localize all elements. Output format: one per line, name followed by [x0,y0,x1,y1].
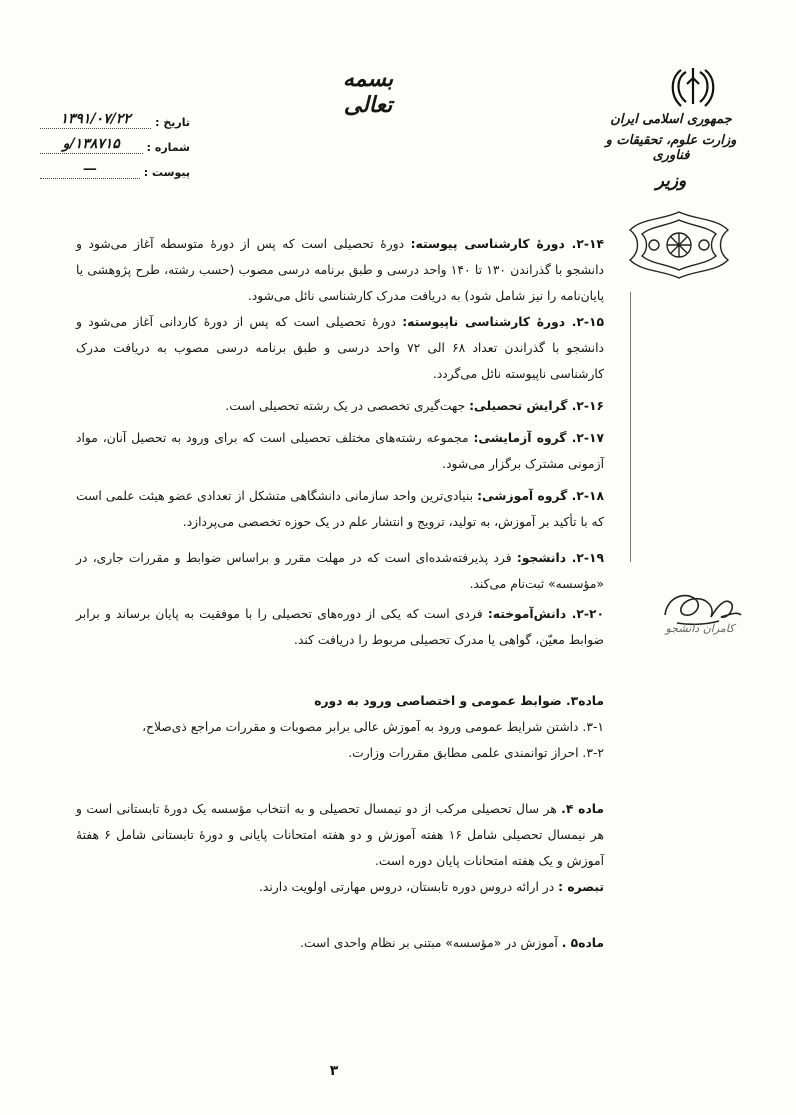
definition-term: ۲-۱۶. گرایش تحصیلی: [469,399,604,413]
ministry-header [586,112,756,191]
date-row [40,104,190,129]
definition-item [76,231,604,309]
definition-item [76,309,604,387]
article-4-body [76,796,604,874]
definition-text: دورهٔ تحصیلی است که پس از دورهٔ کاردانی آغاز می‌شود و دانشجو با گذراندن تعداد ۶۸ الی ۷۲ واحد درسی و طبق برنامه درسی مصوب به دریافت مدرک کارشناسی ناپیوسته نائل می‌گردد. [76,315,605,381]
org-line-country: جمهوری اسلامی ایران [610,112,732,127]
attachment-label: پیوست : [143,166,190,179]
definition-term: ۲-۱۹. دانشجو: [516,551,605,565]
letter-meta [40,104,190,179]
definition-item [76,483,604,535]
date-label: تاریخ : [155,116,190,129]
article-4-note [76,874,604,900]
attachment-value: — [40,161,140,179]
iran-emblem-icon [668,64,718,110]
definition-term: ۲-۱۷. گروه آزمایشی: [473,431,604,445]
signatory-name: کامران دانشجو [665,622,735,635]
article-4-text: هر سال تحصیلی مرکب از دو نیمسال تحصیلی و به انتخاب مؤسسه یک دورهٔ تابستانی است و هر نیمسال تحصیلی شامل ۱۶ هفته آموزش و دو هفته امتحانات پایانی و دورهٔ تابستانی شامل ۶ هفتهٔ آموزش و یک هفته امتحانات پایان دوره است. [76,802,604,868]
article-5-text: آموزش در «مؤسسه» مبتنی بر نظام واحدی است. [300,936,558,950]
org-line-minister: وزیر [655,171,687,191]
ornament-icon [626,210,732,280]
article-5 [76,930,604,956]
definition-text: مجموعه رشته‌های مختلف تحصیلی است که برای ورود به تحصیل آنان، مواد آزمونی مشترک برگزار می‌شود. [76,431,604,471]
article-5-title: ماده۵ . [561,936,604,950]
org-line-ministry: وزارت علوم، تحقیقات و فناوری [605,133,737,163]
definition-text: بنیادی‌ترین واحد سازمانی دانشگاهی متشکل از تعدادی عضو هیئت علمی است که با تأکید بر آموزش، به تولید، ترویج و انتشار علم در یک حوزه تخصصی می‌پردازد. [76,489,604,529]
definition-term: ۲-۱۸. گروه آموزشی: [477,489,604,503]
definition-text: جهت‌گیری تخصصی در یک رشته تحصیلی است. [225,399,466,413]
number-value: ۱۳۸۷۱۵/و [40,136,143,154]
definition-term: ۲-۱۴. دورهٔ کارشناسی پیوسته: [410,237,604,251]
margin-divider [630,292,631,562]
article-3-item: ۳-۱. داشتن شرایط عمومی ورود به آموزش عالی برابر مصوبات و مقررات مراجع ذی‌صلاح، [142,720,604,734]
article-3-title: ماده۳. ضوابط عمومی و اختصاصی ورود به دوره [314,694,604,708]
number-row [40,129,190,154]
basmala: بسمه تعالی [342,66,394,118]
date-value: ۱۳۹۱/۰۷/۲۲ [40,111,151,129]
article-4-title: ماده ۴. [561,802,604,816]
article-3-item: ۳-۲. احراز توانمندی علمی مطابق مقررات وزارت. [348,746,604,760]
article-5-body [76,930,604,956]
attachment-row [40,154,190,179]
page-number: ۳ [329,1063,339,1079]
definition-item [76,425,604,477]
definition-text: دورهٔ تحصیلی است که پس از دورهٔ متوسطه آغاز می‌شود و دانشجو با گذراندن ۱۳۰ تا ۱۴۰ واحد درسی و طبق برنامه درسی مصوب (حسب رشته، طرح پژوهشی یا پایان‌نامه را نیز شامل شود) به دریافت مدرک کارشناسی نائل می‌شود. [76,237,604,303]
definitions-block [76,231,604,653]
definition-item [76,601,604,653]
definition-item [76,545,604,597]
definition-text: فرد پذیرفته‌شده‌ای است که در مهلت مقرر و براساس ضوابط و مقررات جاری، در «مؤسسه» ثبت‌نام می‌کند. [76,551,604,591]
article-4 [76,796,604,900]
definition-term: ۲-۲۰. دانش‌آموخته: [487,607,604,621]
note-label: تبصره : [558,880,604,894]
article-3 [76,688,604,766]
number-label: شماره : [146,141,190,154]
definition-item [76,393,604,419]
definition-term: ۲-۱۵. دورهٔ کارشناسی ناپیوسته: [402,315,604,329]
note-text: در ارائه دروس دوره تابستان، دروس مهارتی اولویت دارند. [259,880,555,894]
definition-text: فردی است که یکی از دوره‌های تحصیلی را با موفقیت به پایان برساند و برابر ضوابط معیّن، گواهی یا مدرک تحصیلی مربوط را دریافت کند. [76,607,604,647]
